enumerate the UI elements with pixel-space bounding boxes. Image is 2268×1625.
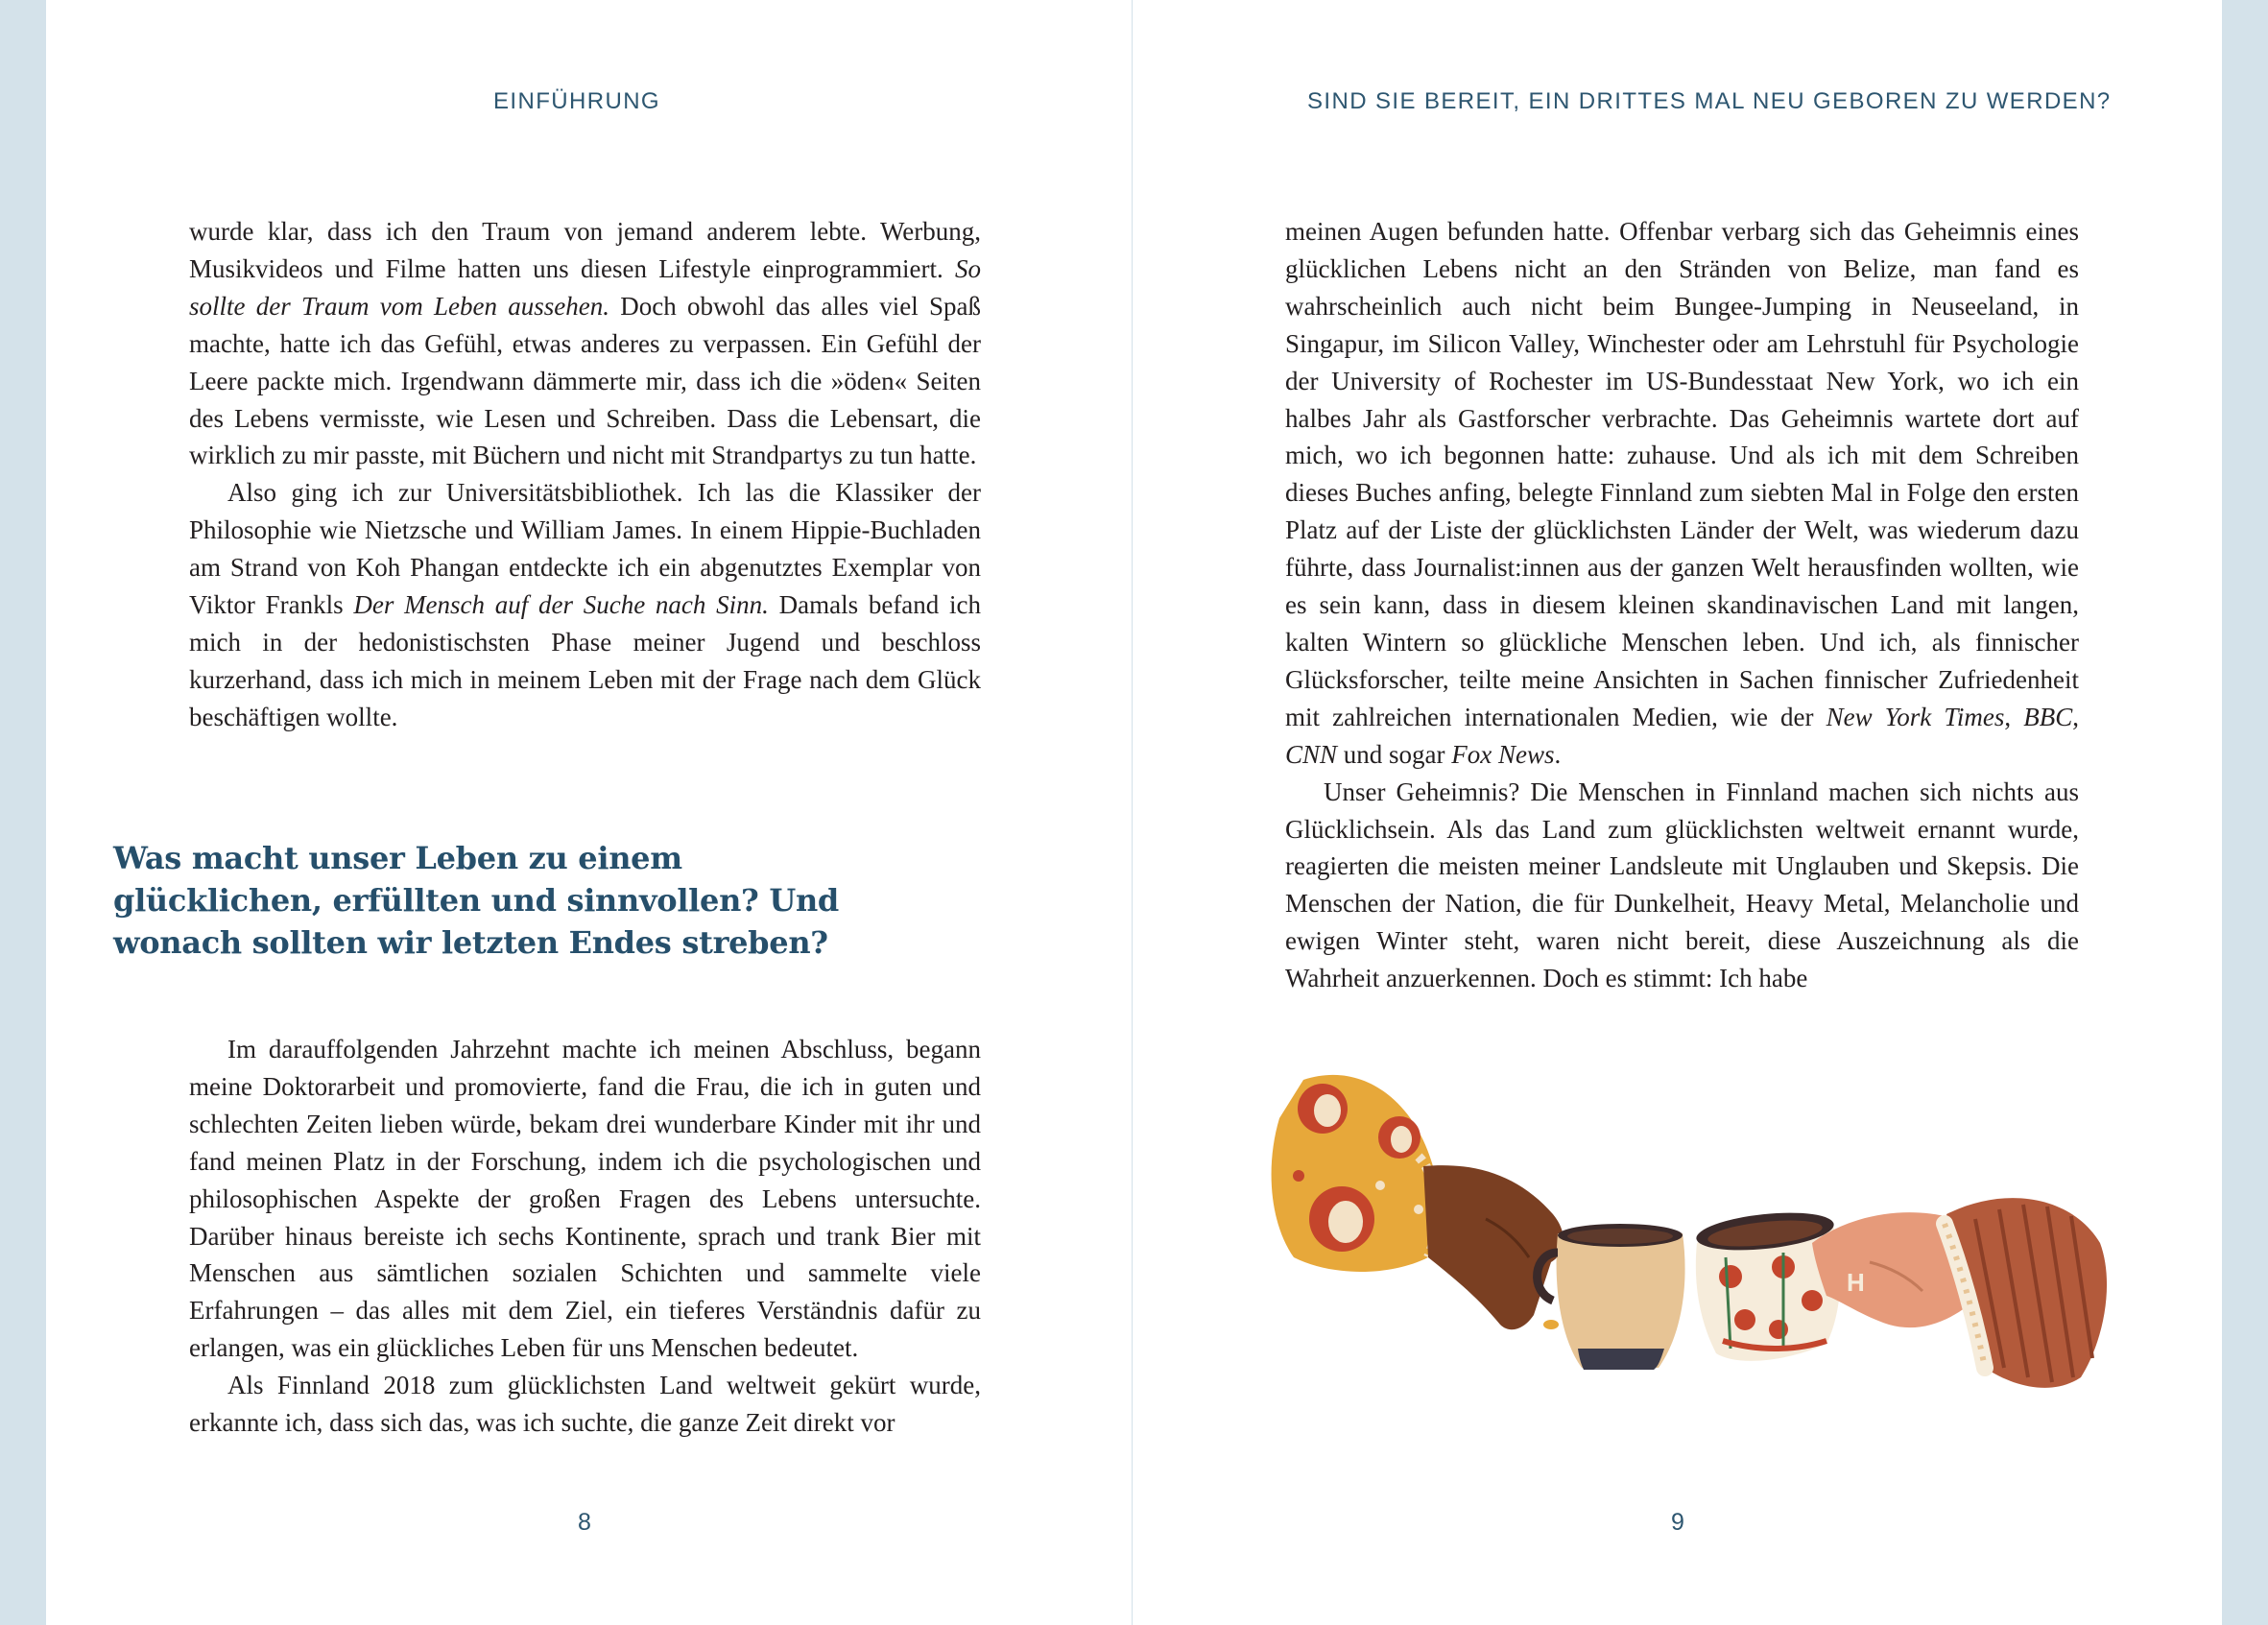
left-sleeve (1272, 1075, 1442, 1272)
left-body-text-top (189, 213, 981, 736)
right-page (1133, 0, 2222, 1625)
book-title: Der Mensch auf der Suche nach Sinn. (353, 590, 769, 620)
paragraph: wurde klar, dass ich den Traum von jemand anderem lebte. Werbung, Musikvideos und Filme hatten uns diesen Lifestyle einprogrammiert. So sollte der Traum vom Leben aussehen. Doch obwohl das alles viel Spaß machte, hatte ich das Gefühl, etwas anderes zu verpassen. Ein Gefühl der Leere packte mich. Irgendwann dämmerte mir, dass ich die »öden« Seiten des Lebens vermisste, wie Lesen und Schreiben. Dass die Lebensart, die wirklich zu mir passte, mit Büchern und nicht mit Strandpartys zu tun hatte. (189, 217, 981, 470)
media-name: CNN (1285, 739, 1338, 769)
left-hand (1423, 1165, 1564, 1329)
section-heading: Was macht unser Leben zu einem glücklichen, erfüllten und sinnvollen? Und wonach sollten wir letzten Endes streben? (113, 840, 839, 961)
media-name: New York Times (1826, 702, 2005, 731)
emphasis: So sollte der Traum vom Leben aussehen. (189, 253, 981, 321)
left-page (46, 0, 1132, 1625)
right-body-text (1285, 213, 2079, 997)
paragraph: Im darauffolgenden Jahrzehnt machte ich meinen Abschluss, begann meine Doktorarbeit und promovierte, fand die Frau, die ich in guten und schlechten Zeiten lieben würde, bekam drei wunderbare Kinder mit ihr und fand meinen Platz in der Forschung, indem ich die psychologischen und philosophischen Aspekte der großen Fragen des Lebens untersuchte. Darüber hinaus bereiste ich sechs Kontinente, sprach und trank Bier mit Menschen aus sämtlichen sozialen Schichten und sammelte viele Erfahrungen – das alles mit dem Ziel, ein tieferes Verständnis dafür zu erlangen, was ein glückliches Leben für uns Menschen bedeutet. (189, 1035, 981, 1363)
left-body-text-bottom (189, 1031, 981, 1442)
media-name: Fox News (1451, 739, 1555, 769)
right-sleeve (1945, 1198, 2107, 1388)
page-number-right: 9 (1671, 1509, 1684, 1536)
paragraph: Also ging ich zur Universitätsbibliothek. Ich las die Klassiker der Philosophie wie Nietzsche und William James. In einem Hippie-Buchladen am Strand von Koh Phangan entdeckte ich ein abgenutztes Exemplar von Viktor Frankls Der Mensch auf der Suche nach Sinn. Damals befand ich mich in der hedonistischsten Phase meiner Jugend und beschloss kurzerhand, dass ich mich in meinem Leben mit der Frage nach dem Glück beschäftigen wollte. (189, 478, 982, 731)
toasting-mugs-illustration (1246, 1061, 2129, 1445)
media-name: BBC (2023, 702, 2073, 731)
left-mug (1538, 1224, 1685, 1370)
paragraph: Als Finnland 2018 zum glücklichsten Land weltweit gekürt wurde, erkannte ich, dass sich das, was ich suchte, die ganze Zeit direkt vor (189, 1371, 981, 1438)
page-number-left: 8 (578, 1509, 591, 1536)
paragraph: meinen Augen befunden hatte. Offenbar verbarg sich das Geheimnis eines glücklichen Lebens nicht an den Stränden von Belize, man fand es wahrscheinlich auch nicht beim Bungee-Jumping in Neuseeland, in Singapur, im Silicon Valley, Winchester oder am Lehrstuhl für Psychologie der University of Rochester im US-Bundesstaat New York, wo ich ein halbes Jahr als Gastforscher verbrachte. Das Geheimnis wartete dort auf mich, wo ich begonnen hatte: zuhause. Und als ich mit dem Schreiben dieses Buches anfing, belegte Finnland zum siebten Mal in Folge den ersten Platz auf der Liste der glücklichsten Länder der Welt, was wiederum dazu führte, dass Journalist:innen aus der ganzen Welt herausfinden wollten, wie es sein kann, dass in diesem kleinen skandinavischen Land mit langen, kalten Wintern so glückliche Menschen leben. Und ich, als finnischer Glücksforscher, teilte meine Ansichten in Sachen finnischer Zufriedenheit mit zahlreichen internationalen Medien, wie der New York Times, BBC, CNN und sogar Fox News. (1285, 217, 2079, 769)
right-mug (1695, 1207, 1841, 1361)
running-head-left: EINFÜHRUNG (493, 88, 660, 114)
svg-text:H: H (1847, 1268, 1865, 1297)
running-head-right: SIND SIE BEREIT, EIN DRITTES MAL NEU GEBOREN ZU WERDEN? (1307, 88, 2112, 114)
paragraph: Unser Geheimnis? Die Menschen in Finnland machen sich nichts aus Glücklichsein. Als das Land zum glücklichsten weltweit ernannt wurde, reagierten die meisten meiner Landsleute mit Unglauben und Skepsis. Die Menschen der Nation, die für Dunkelheit, Heavy Metal, Melancholie und ewigen Winter steht, waren nicht bereit, diese Auszeichnung als die Wahrheit anzuerkennen. Doch es stimmt: Ich habe (1285, 777, 2079, 993)
